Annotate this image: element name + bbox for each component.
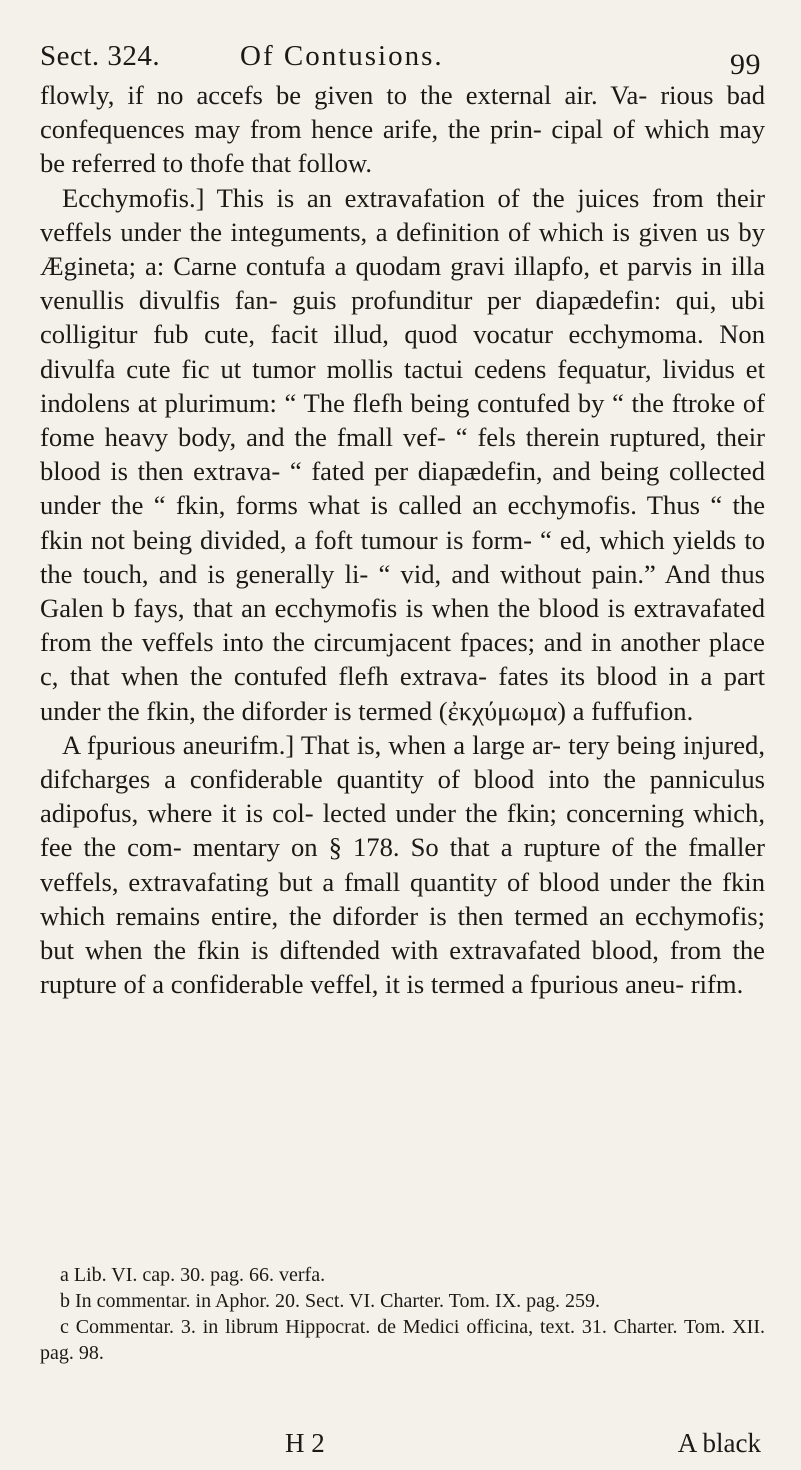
paragraph-ecchymosis: Ecchymofis.] This is an extravafation of the juices from their veffels under the integuments, a definition of which is given us by Ægineta; a: Carne contufa a quodam gravi illapfo, et parvis in illa venullis divulfis fan- guis profunditur per diapædefin: qui, ubi colligitur fub cute, facit illud, quod vocatur ecchymoma. Non divulfa cute fic ut tumor mollis tactui cedens fequatur, lividus et indolens at plurimum: “ The flefh being contufed by “ the ftroke of fome heavy body, and the fmall vef- “ fels therein ruptured, their blood is then extrava- “ fated per diapædefin, and being collected under the “ fkin, forms what is called an ecchymofis. Thus “ the fkin not being divided, a foft tumour is form- “ ed, which yields to the touch, and is generally li- “ vid, and without pain.” And thus Galen b fays, that an ecchymofis is when the blood is extravafated from the veffels into the circumjacent fpaces; and in another place c, that when the contufed flefh extrava- fates its blood in a part under the fkin, the diforder is termed (ἐκχύμωμα) a fuffufion. [40, 182, 765, 726]
paragraph-continuation: flowly, if no accefs be given to the external air. Va- rious bad confequences may from hence arife, the prin- cipal of which may be referred to thofe that follow. [40, 80, 765, 179]
footnote-c: c Commentar. 3. in librum Hippocrat. de Medici officina, text. 31. Charter. Tom. XII. pag. 98. [40, 1316, 765, 1364]
signature-mark: H 2 [285, 1428, 325, 1458]
paragraph-spurious-aneurism: A fpurious aneurifm.] That is, when a large ar- tery being injured, difcharges a confiderable quantity of blood into the panniculus adipofus, where it is col- lected under the fkin; concerning which, fee the com- mentary on § 178. So that a rupture of the fmaller veffels, extravafating but a fmall quantity of blood under the fkin which remains entire, the diforder is then termed an ecchymofis; but when the fkin is diftended with extravafated blood, from the rupture of a confiderable veffel, it is termed a fpurious aneu- rifm. [40, 729, 765, 1000]
running-title: Of Contusions. [240, 40, 444, 72]
catchword: A black [677, 1428, 761, 1458]
footnotes [40, 1262, 765, 1366]
section-number: Sect. 324. [40, 40, 161, 72]
footnote-a: a Lib. VI. cap. 30. pag. 66. verfa. [60, 1264, 326, 1286]
page-number: 99 [730, 48, 761, 81]
page-footer [40, 1428, 761, 1462]
body-text [40, 78, 765, 1001]
footnote-b: b In commentar. in Aphor. 20. Sect. VI. Charter. Tom. IX. pag. 259. [60, 1290, 601, 1312]
